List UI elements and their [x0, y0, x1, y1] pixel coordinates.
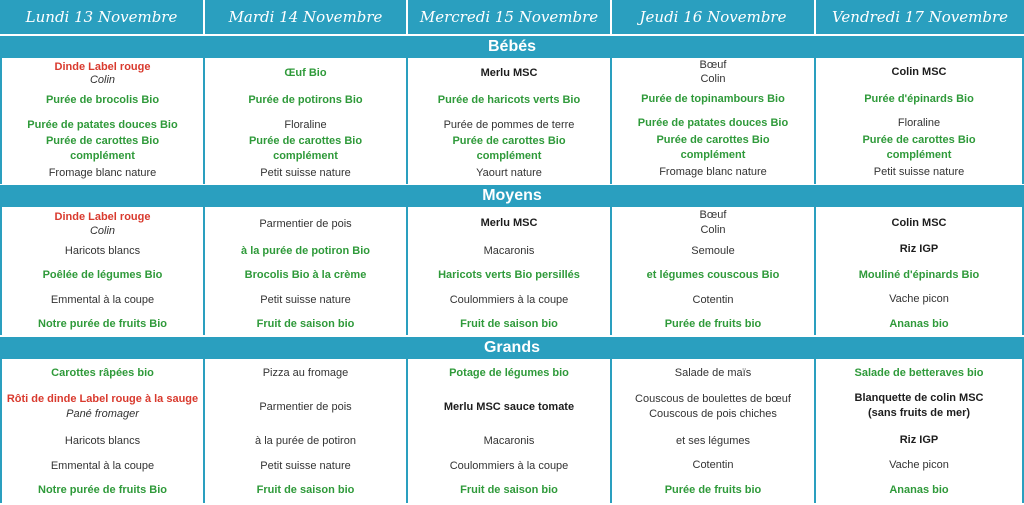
menu-item: Colin [700, 73, 726, 85]
menu-item: complément [476, 150, 542, 162]
menu-item: Coulommiers à la coupe [449, 460, 569, 472]
menu-item: Haricots blancs [64, 245, 141, 257]
menu-item: Fruit de saison bio [460, 484, 558, 496]
menu-item: Riz IGP [899, 434, 939, 446]
menu-item: Dinde Label rouge [54, 61, 151, 73]
menu-item: Petit suisse nature [260, 294, 351, 306]
menu-item: Emmental à la coupe [50, 294, 155, 306]
menu-item: et légumes couscous Bio [646, 269, 780, 281]
menu-item: Salade de betteraves bio [854, 367, 984, 379]
grands-monday [0, 359, 205, 503]
menu-item: Fromage blanc nature [659, 166, 767, 178]
menu-item: complément [70, 150, 135, 162]
menu-item: Colin [89, 225, 116, 237]
bebes-friday [816, 58, 1024, 184]
menu-item: complément [273, 150, 338, 162]
menu-item: Purée de carottes Bio [862, 134, 976, 146]
menu-item: Emmental à la coupe [50, 460, 155, 472]
menu-item: Pizza au fromage [262, 367, 349, 379]
bebes-wednesday [408, 58, 612, 184]
grands-tuesday [205, 359, 408, 503]
section-bebes: Bébés [0, 36, 1024, 58]
menu-item: Semoule [691, 245, 735, 257]
menu-item: Haricots blancs [64, 435, 141, 447]
menu-item: Purée de patates douces Bio [27, 119, 178, 131]
moyens-friday [816, 207, 1024, 335]
menu-item: Carottes râpées bio [51, 367, 154, 379]
menu-item: Poêlée de légumes Bio [42, 269, 163, 281]
menu-item: Fruit de saison bio [256, 318, 355, 330]
menu-item: Parmentier de pois [259, 218, 352, 230]
day-monday: Lundi 13 Novembre [0, 0, 205, 34]
menu-item: Merlu MSC sauce tomate [443, 401, 575, 413]
menu-item: Couscous de boulettes de bœuf [635, 393, 791, 405]
section-moyens: Moyens [0, 185, 1024, 207]
moyens-monday [0, 207, 205, 335]
menu-item: Merlu MSC [480, 67, 538, 79]
menu-item: Fruit de saison bio [460, 318, 558, 330]
menu-item: Cotentin [692, 294, 734, 306]
bebes-monday [0, 58, 205, 184]
grands-grid [0, 359, 1024, 503]
menu-item: Macaronis [483, 435, 535, 447]
menu-item: Salade de maïs [674, 367, 752, 379]
menu-item: à la purée de potiron Bio [241, 245, 370, 257]
bebes-tuesday [205, 58, 408, 184]
menu-item: Blanquette de colin MSC [854, 392, 984, 404]
menu-item: Floraline [284, 119, 327, 131]
menu-item: complément [680, 149, 746, 161]
menu-item: Ananas bio [889, 484, 949, 496]
menu-item: Petit suisse nature [873, 166, 965, 178]
day-friday: Vendredi 17 Novembre [831, 8, 1009, 26]
menu-item: Bœuf [699, 59, 727, 71]
menu-item: Yaourt nature [476, 167, 542, 179]
menu-item: Parmentier de pois [259, 401, 352, 413]
menu-item: Purée de patates douces Bio [637, 117, 789, 129]
menu-item: Purée de carottes Bio [248, 135, 363, 147]
menu-item: Couscous de pois chiches [649, 408, 777, 420]
menu-item: Notre purée de fruits Bio [38, 484, 167, 496]
menu-item: Coulommiers à la coupe [449, 294, 569, 306]
moyens-tuesday [205, 207, 408, 335]
menu-item: Merlu MSC [480, 217, 538, 229]
menu-item: Bœuf [699, 209, 727, 221]
day-thursday: Jeudi 16 Novembre [612, 0, 816, 34]
menu-item: Petit suisse nature [260, 167, 351, 179]
menu-item: Riz IGP [899, 243, 939, 255]
menu-item: Macaronis [483, 245, 535, 257]
menu-item: (sans fruits de mer) [867, 407, 971, 419]
menu-item: Pané fromager [66, 408, 139, 420]
menu-item: Purée de fruits bio [664, 484, 762, 496]
menu-item: Vache picon [889, 459, 949, 471]
grands-thursday [612, 359, 816, 503]
menu-item: Dinde Label rouge [54, 211, 151, 223]
menu-item: Fromage blanc nature [48, 167, 157, 179]
day-wednesday: Mercredi 15 Novembre [408, 0, 612, 34]
menu-item: Purée de potirons Bio [248, 94, 363, 106]
menu-item: Purée de carottes Bio [452, 135, 566, 147]
moyens-wednesday [408, 207, 612, 335]
grands-wednesday [408, 359, 612, 503]
menu-item: Purée de pommes de terre [443, 119, 575, 131]
menu-item: Colin MSC [891, 217, 947, 229]
menu-item: Colin [89, 74, 116, 86]
menu-item: Purée de carottes Bio [45, 135, 160, 147]
menu-item: Purée de brocolis Bio [45, 94, 160, 106]
menu-item: Notre purée de fruits Bio [38, 318, 167, 330]
menu-item: Potage de légumes bio [449, 367, 569, 379]
menu-item: Purée de fruits bio [664, 318, 762, 330]
bebes-grid [0, 58, 1024, 184]
menu-item: à la purée de potiron [255, 435, 356, 447]
menu-item: Petit suisse nature [260, 460, 351, 472]
menu-item: Floraline [897, 117, 941, 129]
menu-item: et ses légumes [676, 435, 750, 447]
menu-item: Rôti de dinde Label rouge à la sauge [6, 393, 199, 405]
day-tuesday: Mardi 14 Novembre [205, 0, 408, 34]
section-grands: Grands [0, 337, 1024, 359]
menu-item: Purée de topinambours Bio [641, 93, 785, 105]
menu-item: Brocolis Bio à la crème [244, 269, 367, 281]
bebes-thursday [612, 58, 816, 184]
menu-item: Purée de haricots verts Bio [437, 94, 581, 106]
menu-item: Purée de carottes Bio [656, 134, 770, 146]
menu-item: Purée d'épinards Bio [864, 93, 974, 105]
day-header-row [0, 0, 1024, 34]
menu-item: Mouliné d'épinards Bio [858, 269, 980, 281]
menu-item: complément [886, 149, 952, 161]
moyens-grid [0, 207, 1024, 335]
menu-item: Haricots verts Bio persillés [438, 269, 580, 281]
menu-item: Œuf Bio [284, 67, 327, 79]
moyens-thursday [612, 207, 816, 335]
menu-item: Colin [700, 224, 726, 236]
menu-item: Fruit de saison bio [256, 484, 355, 496]
menu-item: Cotentin [692, 459, 734, 471]
grands-friday [816, 359, 1024, 503]
menu-item: Ananas bio [889, 318, 949, 330]
menu-item: Vache picon [889, 293, 949, 305]
menu-item: Colin MSC [891, 66, 947, 78]
